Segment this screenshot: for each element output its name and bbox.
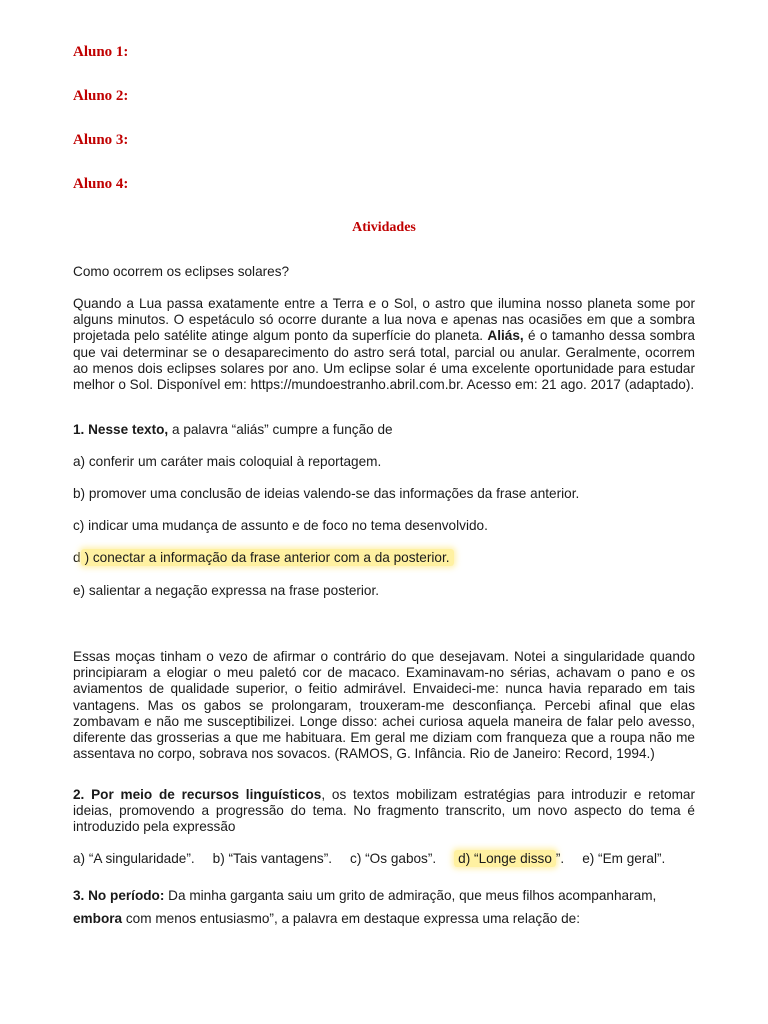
question-1-prompt <box>73 422 695 438</box>
student-3-label: Aluno 3: <box>73 132 129 148</box>
question-2-option-e[interactable]: e) “Em geral”. <box>582 851 666 866</box>
question-1-option-a[interactable]: a) conferir um caráter mais coloquial à reportagem. <box>73 454 382 469</box>
question-2-option-a[interactable]: a) “A singularidade”. <box>73 851 195 866</box>
option-d-end: ”. <box>555 851 565 866</box>
question-2-options <box>73 851 665 867</box>
question-1-number: 1. Nesse texto, <box>73 422 169 437</box>
option-d-highlight-2: d) “Longe disso <box>454 850 556 867</box>
question-2-prompt <box>73 787 695 836</box>
student-4-label: Aluno 4: <box>73 176 129 192</box>
question-2-number: 2. Por meio de recursos linguísticos <box>73 787 322 802</box>
text-2-paragraph: Essas moças tinham o vezo de afirmar o contrário do que desejavam. Notei a singularidade quando principiaram a elogiar o meu paletó cor de macaco. Examinavam-no sérias, achavam o pano e os aviamentos de qualidade superior, o feitio admirável. Envaideci-me: nunca havia reparado em tais vantagens. Mas os gabos se prolongaram, trouxeram-me desconfiança. Percebi afinal que elas zombavam e não me susceptibilizei. Longe disso: achei curiosa aquela maneira de falar pelo avesso, diferente das grosserias a que me habituara. Em geral me diziam com franqueza que a roupa não me assentava no corpo, sobrava nos sovacos. (RAMOS, G. Infância. Rio de Janeiro: Record, 1994.) <box>73 649 695 762</box>
eclipse-question: Como ocorrem os eclipses solares? <box>73 264 290 279</box>
option-d-highlight: ) conectar a informação da frase anterior com a da posterior. <box>81 549 454 566</box>
question-3-bold-word: embora <box>73 911 123 926</box>
student-1-label: Aluno 1: <box>73 44 129 60</box>
text-1-after: é o tamanho dessa sombra que vai determinar se o desaparecimento do astro será total, parcial ou anular. Geralmente, ocorrem ao menos dois eclipses solares por ano. Um eclipse solar é uma excelente oportunidade para estudar melhor o Sol. Disponível em: https://mundoestranho.abril.com.br. Acesso em: 21 ago. 2017 (adaptado). <box>73 328 695 393</box>
question-2-text: , os textos mobilizam estratégias para introduzir e retomar ideias, promovendo a progressão do tema. No fragmento transcrito, um novo aspecto do tema é introduzido pela expressão <box>73 787 695 835</box>
text-1-before: Quando a Lua passa exatamente entre a Terra e o Sol, o astro que ilumina nosso planeta some por alguns minutos. O espetáculo só ocorre durante a lua nova e apenas nas ocasiões em que a sombra projetada pelo satélite atinge algum ponto da superfície do planeta. <box>73 296 695 344</box>
text-1-bold-word: Aliás, <box>487 328 524 344</box>
question-1-option-b[interactable]: b) promover uma conclusão de ideias valendo-se das informações da frase anterior. <box>73 486 580 501</box>
question-2-option-d[interactable] <box>454 850 564 867</box>
text-1-paragraph <box>73 296 695 393</box>
question-2-option-b[interactable]: b) “Tais vantagens”. <box>212 851 333 866</box>
question-3-text-1: Da minha garganta saiu um grito de admiração, que meus filhos acompanharam, <box>164 888 657 903</box>
question-2-option-c[interactable]: c) “Os gabos”. <box>350 851 437 866</box>
option-d-letter: d <box>73 550 81 565</box>
page-title: Atividades <box>352 220 416 235</box>
question-1-option-e[interactable]: e) salientar a negação expressa na frase posterior. <box>73 583 380 598</box>
student-2-label: Aluno 2: <box>73 88 129 104</box>
question-1-option-d[interactable] <box>73 550 695 566</box>
question-3-text-2: com menos entusiasmo”, a palavra em destaque expressa uma relação de: <box>122 911 581 926</box>
question-3-prompt <box>73 884 695 930</box>
question-1-text: a palavra “aliás” cumpre a função de <box>168 422 393 437</box>
question-3-number: 3. No período: <box>73 888 165 903</box>
question-1-option-c[interactable]: c) indicar uma mudança de assunto e de foco no tema desenvolvido. <box>73 518 488 533</box>
